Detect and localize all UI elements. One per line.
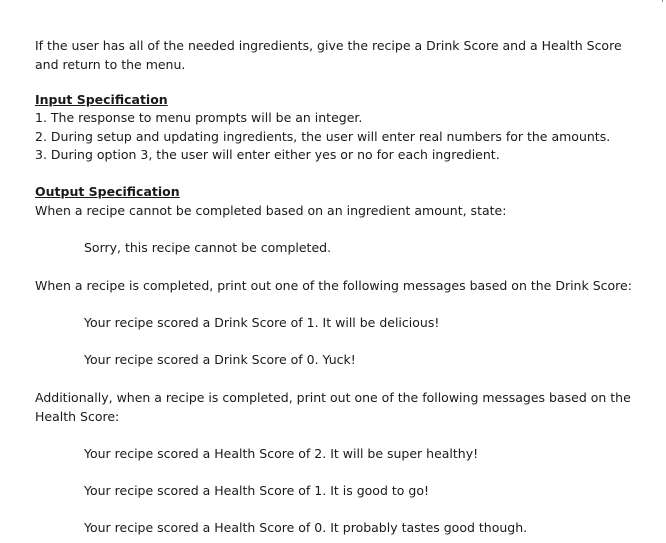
cannot-complete-message: Sorry, this recipe cannot be completed. xyxy=(84,239,332,255)
input-spec-heading: Input Specification xyxy=(35,92,168,107)
health-score-message: Your recipe scored a Health Score of 1. It is good to go! xyxy=(84,482,429,498)
list-item: 3. During option 3, the user will enter either yes or no for each ingredient. xyxy=(35,147,500,162)
drink-score-intro: When a recipe is completed, print out one of the following messages based on the Drink Score: xyxy=(35,277,632,293)
drink-score-message: Your recipe scored a Drink Score of 1. It will be delicious! xyxy=(84,314,440,330)
page-edge-mark xyxy=(659,0,663,2)
input-specification-section xyxy=(35,90,635,165)
intro-paragraph: If the user has all of the needed ingredients, give the recipe a Drink Score and a Health Score and return to the menu. xyxy=(35,38,622,72)
health-score-message: Your recipe scored a Health Score of 0. It probably tastes good though. xyxy=(84,519,528,535)
input-spec-list xyxy=(35,109,635,165)
list-item: 2. During setup and updating ingredients, the user will enter real numbers for the amounts. xyxy=(35,128,611,144)
output-spec-heading: Output Specification xyxy=(35,183,180,199)
cannot-complete-intro: When a recipe cannot be completed based on an ingredient amount, state: xyxy=(35,202,507,218)
output-specification-section xyxy=(35,182,635,537)
health-score-intro: Additionally, when a recipe is completed, print out one of the following messages based on the Health Score: xyxy=(35,389,631,424)
document-page xyxy=(35,36,635,537)
list-item: 1. The response to menu prompts will be an integer. xyxy=(35,110,363,125)
health-score-message: Your recipe scored a Health Score of 2. It will be super healthy! xyxy=(84,445,479,461)
drink-score-message: Your recipe scored a Drink Score of 0. Yuck! xyxy=(84,351,356,367)
